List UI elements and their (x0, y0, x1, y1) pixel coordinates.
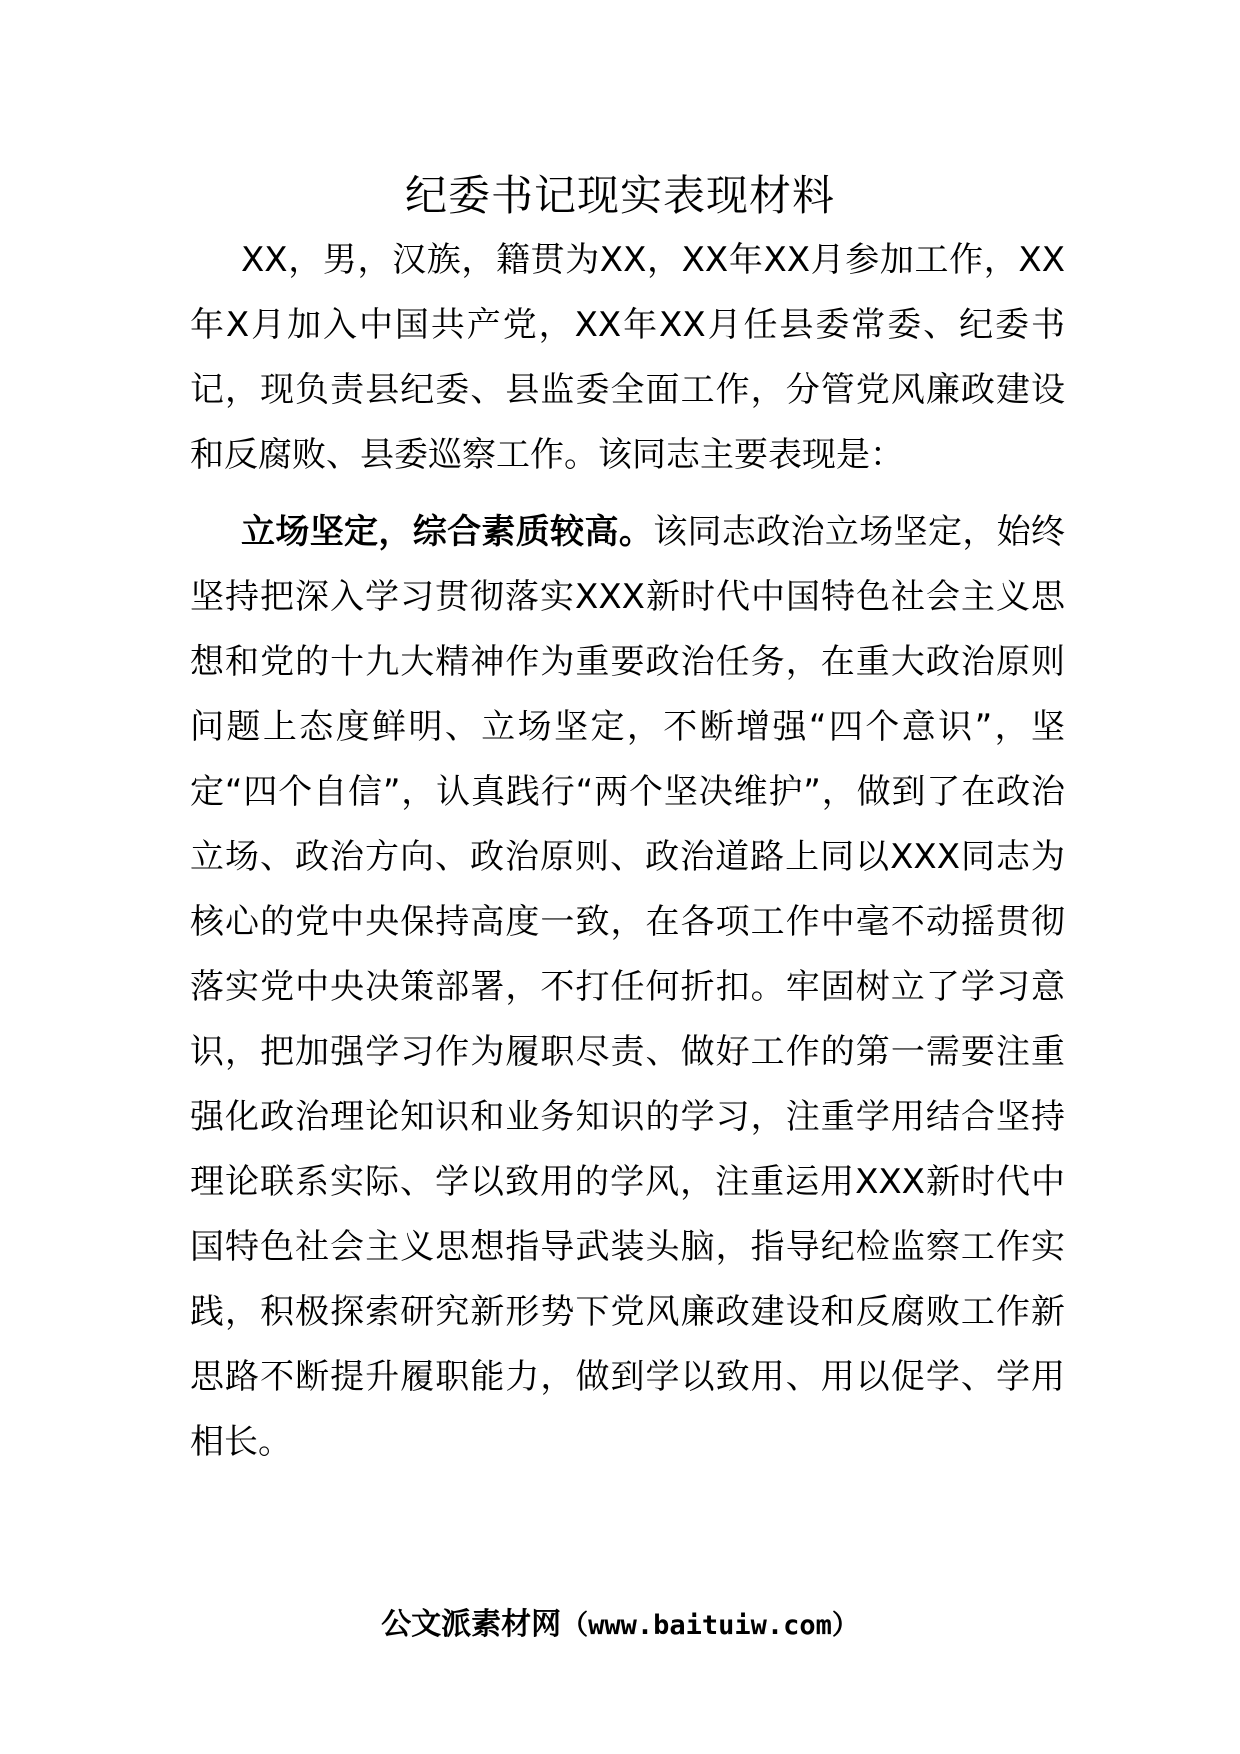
paragraph-text: XX，男，汉族，籍贯为XX，XX年XX月参加工作，XX年X月加入中国共产党，XX年XX月任县委常委、纪委书记，现负责县纪委、县监委全面工作，分管党风廉政建设和反腐败、县委巡察工作。该同志主要表现是： (190, 240, 1065, 475)
paragraph-political-stance (190, 500, 1065, 1475)
document-body (190, 228, 1065, 1487)
document-title: 纪委书记现实表现材料 (404, 171, 835, 220)
footer-watermark (0, 1603, 1240, 1648)
paragraph-intro (190, 228, 1065, 488)
paragraph-text: 该同志政治立场坚定，始终坚持把深入学习贯彻落实XXX新时代中国特色社会主义思想和党的十九大精神作为重要政治任务，在重大政治原则问题上态度鲜明、立场坚定，不断增强“四个意识”，坚定“四个自信”，认真践行“两个坚决维护”，做到了在政治立场、政治方向、政治原则、政治道路上同以XXX同志为核心的党中央保持高度一致，在各项工作中毫不动摇贯彻落实党中央决策部署，不打任何折扣。牢固树立了学习意识，把加强学习作为履职尽责、做好工作的第一需要注重强化政治理论知识和业务知识的学习，注重学用结合坚持理论联系实际、学以致用的学风，注重运用XXX新时代中国特色社会主义思想指导武装头脑，指导纪检监察工作实践，积极探索研究新形势下党风廉政建设和反腐败工作新思路不断提升履职能力，做到学以致用、用以促学、学用相长。 (190, 512, 1066, 1462)
footer-site-name: 公文派素材网 (381, 1607, 562, 1642)
footer-url: （www.baituiw.com） (561, 1610, 859, 1641)
paragraph-lead: 立场坚定，综合素质较高。 (241, 512, 654, 552)
